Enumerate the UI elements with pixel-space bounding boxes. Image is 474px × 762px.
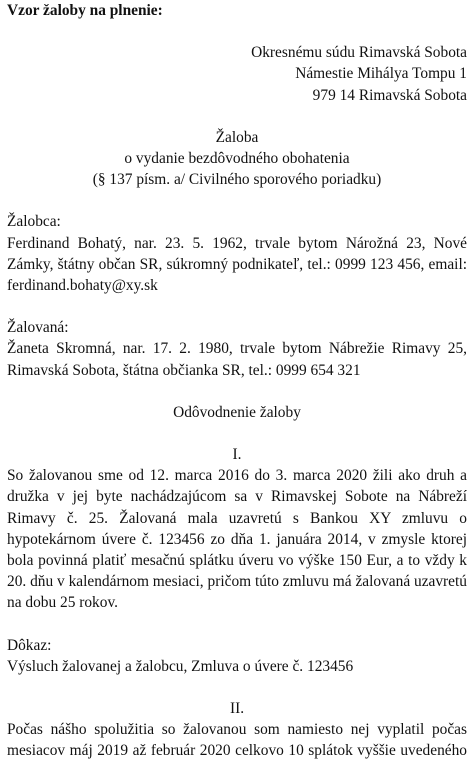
plaintiff-email: ferdinand.bohaty@xy.sk: [7, 277, 158, 295]
section-line: na dobu 25 rokov.: [7, 594, 118, 612]
section-one: [7, 444, 467, 614]
section-line: mesiacov máj 2019 až február 2020 celkovo 10 splátok vyššie uvedeného: [7, 742, 467, 760]
addressee-city: 979 14 Rimavská Sobota: [312, 86, 467, 104]
section-line: hypotekárnom úvere č. 123456 zo dňa 1. januára 2014, v zmysle ktorej: [7, 530, 467, 548]
evidence-label: Dôkaz:: [7, 636, 52, 654]
spacer: [7, 677, 467, 698]
section-line: Rimavy č. 25. Žalovaná mala uzavretú s Bankou XY zmluvu o: [7, 509, 467, 527]
spacer: [7, 190, 467, 211]
defendant-label: Žalovaná:: [7, 319, 69, 337]
plaintiff-line: Zámky, štátny občan SR, súkromný podnikateľ, tel.: 0999 123 456, email:: [7, 255, 467, 273]
defendant-line: Žaneta Skromná, nar. 17. 2. 1980, trvale bytom Nábrežie Rimavy 25,: [7, 340, 467, 358]
spacer: [7, 381, 467, 402]
plaintiff-block: [7, 211, 467, 296]
section-line: So žalovanou sme od 12. marca 2016 do 3. marca 2020 žili ako druh a: [7, 467, 467, 485]
section-numeral: I.: [232, 446, 242, 464]
spacer: [7, 21, 467, 42]
evidence-text: Výsluch žalovanej a žalobcu, Zmluva o úvere č. 123456: [7, 657, 354, 675]
lawsuit-heading-legal-basis: (§ 137 písm. a/ Civilného sporového poriadku): [92, 171, 382, 189]
defendant-block: [7, 317, 467, 381]
spacer: [7, 106, 467, 127]
addressee-court: Okresnému súdu Rimavská Sobota: [251, 44, 467, 62]
lawsuit-heading-title: Žaloba: [215, 128, 259, 146]
evidence-block: [7, 635, 467, 677]
section-numeral: II.: [229, 700, 245, 718]
section-line: bola povinná platiť mesačnú splátku úveru vo výške 150 Eur, a to vždy k: [7, 552, 467, 570]
reasoning-title: Odôvodnenie žaloby: [173, 403, 301, 421]
spacer: [7, 296, 467, 317]
section-line: 20. dňu v kalendárnom mesiaci, pričom túto zmluvu má žalovaná uzavretú: [7, 573, 467, 591]
section-two: [7, 698, 467, 762]
lawsuit-heading-subject: o vydanie bezdôvodného obohatenia: [124, 150, 350, 168]
plaintiff-line: Ferdinand Bohatý, nar. 23. 5. 1962, trvale bytom Nárožná 23, Nové: [7, 234, 467, 252]
spacer: [7, 614, 467, 635]
addressee-block: [7, 42, 467, 106]
addressee-street: Námestie Mihálya Tompu 1: [295, 65, 467, 83]
section-line: družka v jej byte nachádzajúcom sa v Rimavskej Sobote na Nábreží: [7, 488, 467, 506]
defendant-line: Rimavská Sobota, štátna občianka SR, tel.: 0999 654 321: [7, 361, 361, 379]
lawsuit-heading: [7, 127, 467, 191]
plaintiff-label: Žalobca:: [7, 213, 61, 231]
spacer: [7, 423, 467, 444]
section-line: Počas nášho spolužitia so žalovanou som namiesto nej vyplatil počas: [7, 721, 467, 739]
document-title: Vzor žaloby na plnenie:: [7, 2, 163, 19]
